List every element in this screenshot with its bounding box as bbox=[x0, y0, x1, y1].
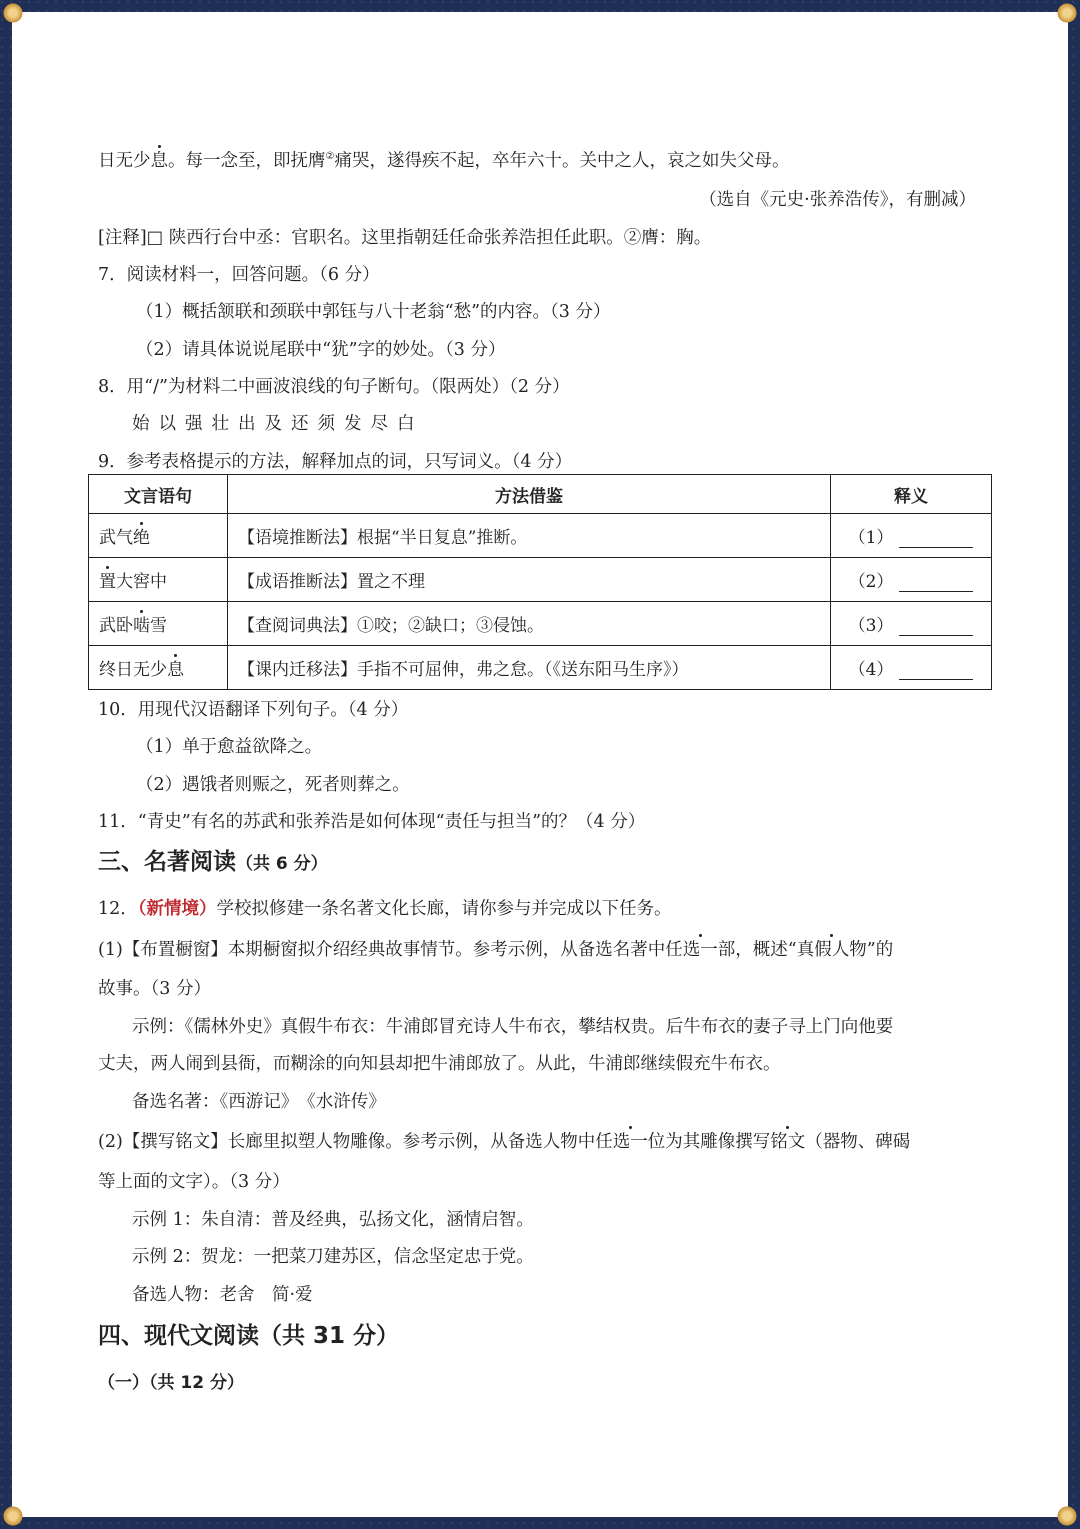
table-header-row bbox=[89, 475, 992, 514]
question-12-2-example-1: 示例 1：朱自清：普及经典，弘扬文化，涵情启智。 bbox=[132, 1210, 534, 1230]
question-12-2-cont: 等上面的文字）。（3 分） bbox=[98, 1172, 290, 1192]
answer-blank[interactable] bbox=[899, 619, 973, 636]
question-10-1: （1）单于愈益欲降之。 bbox=[136, 737, 323, 757]
subsection-1-heading: （一）（共 12 分） bbox=[98, 1373, 244, 1393]
question-12-1-books: 备选名著：《西游记》 《水浒传》 bbox=[132, 1092, 386, 1112]
question-7: 7．阅读材料一，回答问题。（6 分） bbox=[98, 265, 380, 285]
answer-blank[interactable] bbox=[899, 575, 973, 592]
annotation-note: [注释]□ 陕西行台中丞：官职名。这里指朝廷任命张养浩担任此职。②膺：胸。 bbox=[98, 228, 712, 248]
exam-page bbox=[12, 12, 1068, 1517]
dotted-char: 啮 bbox=[133, 616, 150, 636]
dotted-char: 息 bbox=[150, 150, 168, 171]
table-row bbox=[89, 602, 992, 646]
dotted-char: 息 bbox=[167, 660, 184, 680]
dotted-phrase: 任选一部 bbox=[665, 940, 736, 960]
corner-ornament-icon bbox=[2, 2, 24, 24]
question-7-2: （2）请具体说说尾联中“犹”字的妙处。（3 分） bbox=[136, 340, 506, 360]
table-header: 方法借鉴 bbox=[228, 475, 831, 514]
question-12-1: (1)【布置橱窗】本期橱窗拟介绍经典故事情节。参考示例，从备选名著中任选一部，概述“真假人物”的 bbox=[98, 940, 894, 960]
table-row bbox=[89, 558, 992, 602]
dotted-char: 置 bbox=[99, 572, 116, 592]
method-cell: 【课内迁移法】手指不可屈伸，弗之怠。（《送东阳马生序》） bbox=[228, 646, 831, 690]
method-cell: 【成语推断法】置之不理 bbox=[228, 558, 831, 602]
question-8: 8．用“/”为材料二中画波浪线的句子断句。（限两处）（2 分） bbox=[98, 377, 570, 397]
question-12-1-cont: 故事。（3 分） bbox=[98, 979, 211, 999]
dotted-phrase: 真假人物 bbox=[796, 940, 867, 960]
question-12: 12．（新情境）学校拟修建一条名著文化长廊，请你参与并完成以下任务。 bbox=[98, 899, 672, 919]
answer-cell[interactable]: （1） bbox=[831, 514, 992, 558]
dotted-phrase: 铭文 bbox=[770, 1132, 806, 1152]
question-10-2: （2）遇饿者则赈之，死者则葬之。 bbox=[136, 775, 410, 795]
method-cell: 【语境推断法】根据“半日复息”推断。 bbox=[228, 514, 831, 558]
question-8-sentence: 始以强壮出及还须发尽白 bbox=[132, 414, 424, 434]
answer-blank[interactable] bbox=[899, 531, 973, 548]
answer-cell[interactable]: （2） bbox=[831, 558, 992, 602]
question-9: 9．参考表格提示的方法，解释加点的词，只写词义。（4 分） bbox=[98, 452, 573, 472]
passage-tail: 日无少息。每一念至，即抚膺②痛哭，遂得疾不起，卒年六十。关中之人，哀之如失父母。 bbox=[98, 150, 790, 171]
phrase-cell: 武气绝 bbox=[89, 514, 228, 558]
dotted-phrase: 任选一位 bbox=[595, 1132, 666, 1152]
phrase-cell: 置大窖中 bbox=[89, 558, 228, 602]
section-3-heading: 三、名著阅读（共 6 分） bbox=[98, 849, 328, 875]
answer-cell[interactable]: （4） bbox=[831, 646, 992, 690]
answer-cell[interactable]: （3） bbox=[831, 602, 992, 646]
corner-ornament-icon bbox=[2, 1505, 24, 1527]
table-header: 文言语句 bbox=[89, 475, 228, 514]
corner-ornament-icon bbox=[1056, 2, 1078, 24]
section-4-heading: 四、现代文阅读（共 31 分） bbox=[98, 1323, 400, 1349]
method-cell: 【查阅词典法】①咬；②缺口；③侵蚀。 bbox=[228, 602, 831, 646]
question-12-2-example-2: 示例 2：贺龙：一把菜刀建苏区，信念坚定忠于党。 bbox=[132, 1247, 534, 1267]
question-12-1-example: 示例：《儒林外史》真假牛布衣：牛浦郎冒充诗人牛布衣，攀结权贵。后牛布衣的妻子寻上门向他要 bbox=[132, 1017, 894, 1037]
answer-blank[interactable] bbox=[899, 663, 973, 680]
table-row bbox=[89, 646, 992, 690]
table-row bbox=[89, 514, 992, 558]
phrase-cell: 终日无少息 bbox=[89, 646, 228, 690]
question-12-1-example-cont: 丈夫，两人闹到县衙，而糊涂的向知县却把牛浦郎放了。从此，牛浦郎继续假充牛布衣。 bbox=[98, 1054, 781, 1074]
question-10: 10．用现代汉语翻译下列句子。（4 分） bbox=[98, 700, 409, 720]
corner-ornament-icon bbox=[1056, 1505, 1078, 1527]
passage-source: （选自《元史·张养浩传》，有删减） bbox=[699, 190, 976, 210]
table-header: 释义 bbox=[831, 475, 992, 514]
question-12-2: (2)【撰写铭文】长廊里拟塑人物雕像。参考示例，从备选人物中任选一位为其雕像撰写铭文（器物、碑碣 bbox=[98, 1132, 911, 1152]
dotted-char: 绝 bbox=[133, 528, 150, 548]
question-12-2-people: 备选人物：老舍 简·爱 bbox=[132, 1285, 313, 1305]
phrase-cell: 武卧啮雪 bbox=[89, 602, 228, 646]
method-table bbox=[88, 474, 992, 690]
question-11: 11．“青史”有名的苏武和张养浩是如何体现“责任与担当”的？（4 分） bbox=[98, 812, 646, 832]
new-context-tag: （新情境） bbox=[137, 899, 217, 919]
question-7-1: （1）概括颔联和颈联中郭钰与八十老翁“愁”的内容。（3 分） bbox=[136, 302, 611, 322]
